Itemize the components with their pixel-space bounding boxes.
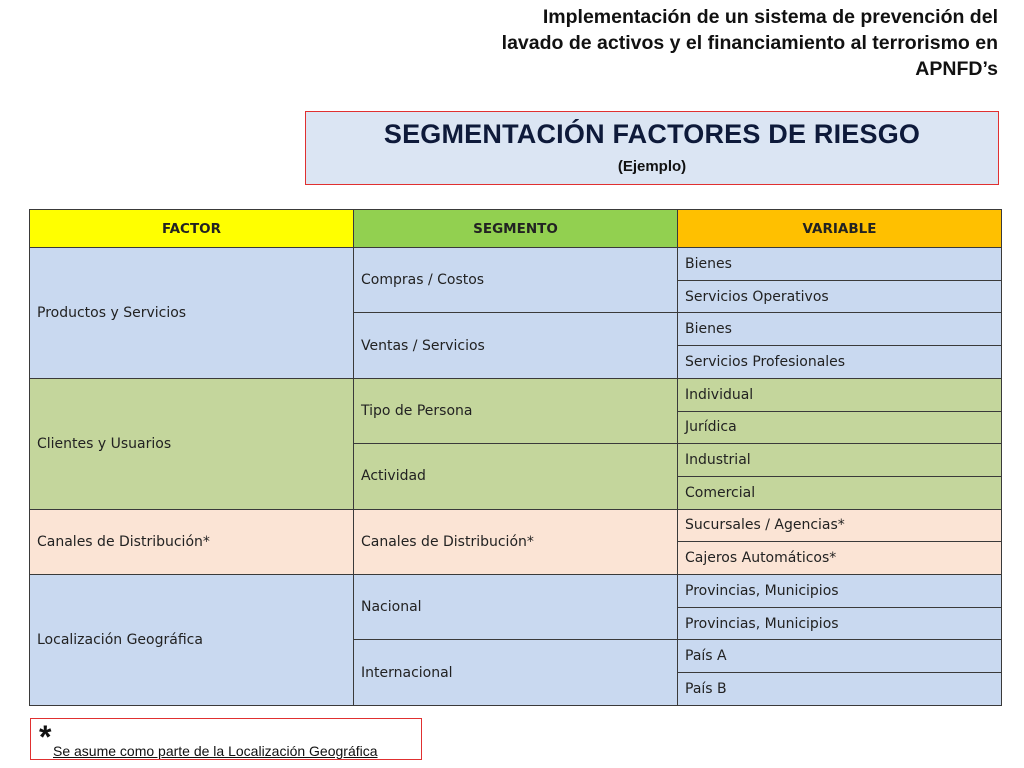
variable-cell: Jurídica	[678, 411, 1002, 444]
variable-cell: Provincias, Municipios	[678, 607, 1002, 640]
slide-title-line-1: Implementación de un sistema de prevención del	[542, 6, 998, 28]
variable-cell: País B	[678, 673, 1002, 706]
factor-cell: Localización Geográfica	[30, 575, 354, 706]
segment-cell: Ventas / Servicios	[354, 313, 678, 378]
variable-cell: Provincias, Municipios	[678, 575, 1002, 608]
table-header-row	[30, 210, 1002, 248]
column-header-variable: VARIABLE	[678, 210, 1002, 248]
variable-cell: Cajeros Automáticos*	[678, 542, 1002, 575]
variable-cell: Bienes	[678, 248, 1002, 281]
segment-cell: Tipo de Persona	[354, 378, 678, 443]
segment-cell: Compras / Costos	[354, 248, 678, 313]
variable-cell: Individual	[678, 378, 1002, 411]
footnote-box	[30, 718, 422, 760]
risk-factor-table	[29, 209, 1002, 706]
segmentation-title: SEGMENTACIÓN FACTORES DE RIESGO	[383, 119, 921, 149]
segment-cell: Internacional	[354, 640, 678, 706]
table-row	[30, 248, 1002, 281]
segment-cell: Canales de Distribución*	[354, 509, 678, 574]
slide-title-line-3: APNFD’s	[915, 58, 998, 80]
segmentation-title-box	[305, 111, 999, 185]
variable-cell: Servicios Operativos	[678, 280, 1002, 313]
slide-title	[358, 4, 998, 82]
factor-cell: Productos y Servicios	[30, 248, 354, 379]
slide-title-line-2: lavado de activos y el financiamiento al terrorismo en	[501, 32, 998, 54]
variable-cell: Sucursales / Agencias*	[678, 509, 1002, 542]
segment-cell: Nacional	[354, 575, 678, 640]
column-header-segment: SEGMENTO	[354, 210, 678, 248]
variable-cell: Bienes	[678, 313, 1002, 346]
footnote-asterisk: *	[39, 719, 52, 755]
variable-cell: Comercial	[678, 476, 1002, 509]
variable-cell: Servicios Profesionales	[678, 346, 1002, 379]
table-row	[30, 509, 1002, 542]
factor-cell: Canales de Distribución*	[30, 509, 354, 574]
segmentation-subtitle: (Ejemplo)	[617, 158, 687, 175]
variable-cell: Industrial	[678, 444, 1002, 477]
column-header-factor: FACTOR	[30, 210, 354, 248]
table-row	[30, 378, 1002, 411]
segment-cell: Actividad	[354, 444, 678, 509]
table-row	[30, 575, 1002, 608]
variable-cell: País A	[678, 640, 1002, 673]
factor-cell: Clientes y Usuarios	[30, 378, 354, 509]
footnote-text: Se asume como parte de la Localización Geográfica	[53, 743, 378, 759]
